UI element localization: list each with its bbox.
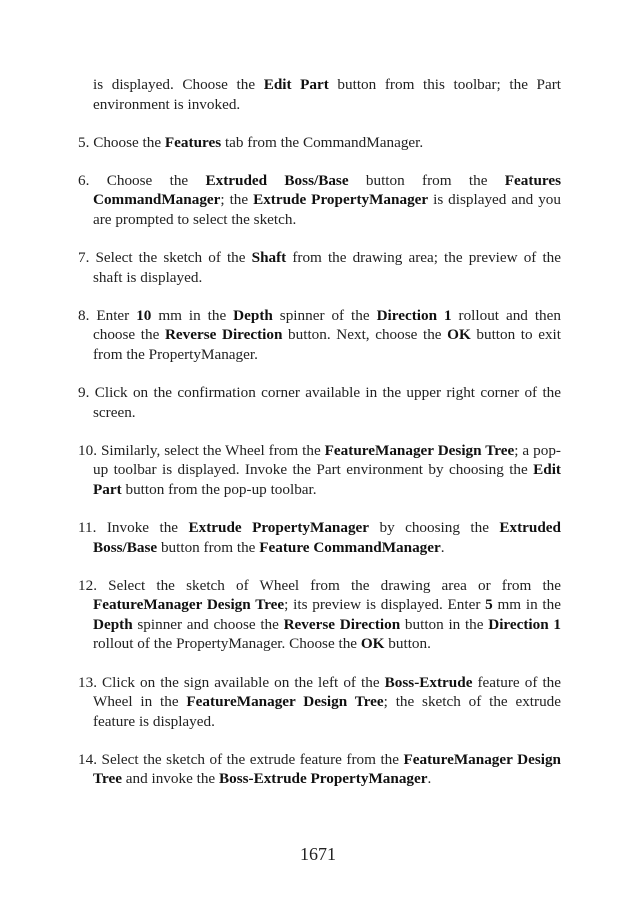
step-13 [78, 673, 561, 732]
bold-term: Extruded Boss/Base [205, 171, 349, 189]
step-9 [78, 383, 561, 422]
text-run: 8. Enter [78, 306, 137, 324]
bold-term: FeatureManager Design Tree [93, 750, 561, 788]
step-5 [78, 133, 561, 153]
bold-term: OK [360, 635, 385, 653]
text-run: 9. Click on the confirmation corner available in the upper right corner of the screen. [78, 384, 561, 421]
step-10 [78, 441, 561, 500]
text-run: 11. Invoke the [78, 519, 189, 536]
text-run: button. Next, choose the [282, 326, 448, 344]
text-run: ; the sketch of the extrude feature is displayed. [93, 693, 561, 730]
bold-term: Extrude PropertyManager [253, 191, 429, 209]
step-14 [78, 750, 561, 789]
bold-term: Extruded Boss/Base [93, 519, 561, 556]
page-number: 1671 [300, 844, 336, 864]
bold-term: Reverse Direction [164, 326, 283, 344]
step-8 [78, 306, 561, 365]
text-run: 10. Similarly, select the Wheel from the [78, 441, 325, 459]
bold-term: 10 [136, 306, 152, 324]
document-body [78, 75, 561, 808]
text-run: button from the [157, 538, 260, 556]
text-run: 12. Select the sketch of Wheel from the drawing area or from the [78, 576, 561, 594]
text-run: feature of the Wheel in the [93, 673, 561, 711]
text-run: is displayed and you are prompted to select the sketch. [93, 191, 561, 228]
text-run: 13. Click on the sign available on the left of the [78, 673, 385, 691]
bold-term: Features CommandManager [93, 171, 562, 209]
text-run: is displayed. Choose the [93, 76, 264, 93]
bold-term: 5 [485, 596, 493, 614]
bold-term: Direction 1 [376, 306, 452, 324]
bold-term: Edit Part [263, 76, 329, 93]
text-run: mm in the [492, 596, 561, 614]
bold-term: Boss-Extrude [384, 673, 473, 691]
text-run: 7. Select the sketch of the [78, 249, 252, 267]
bold-term: Shaft [251, 249, 287, 267]
step-11 [78, 518, 561, 557]
bold-term: Depth [93, 615, 133, 633]
step-12 [78, 576, 561, 654]
bold-term: Features [164, 133, 222, 151]
bold-term: Reverse Direction [283, 615, 401, 633]
text-run: . [440, 538, 445, 556]
bold-term: Extrude PropertyManager [188, 519, 370, 536]
text-run: 14. Select the sketch of the extrude feature from the [78, 750, 404, 768]
bold-term: FeatureManager Design Tree [186, 693, 384, 711]
text-run: ; its preview is displayed. Enter [284, 596, 486, 614]
text-run: ; a pop-up toolbar is displayed. Invoke the Part environment by choosing the [93, 441, 561, 479]
bold-term: FeatureManager Design Tree [93, 596, 285, 614]
step-6 [78, 171, 561, 230]
bold-term: Boss-Extrude PropertyManager [218, 770, 428, 788]
bold-term: Edit Part [93, 461, 561, 498]
text-run: button to exit from the PropertyManager. [93, 326, 561, 363]
bold-term: OK [447, 326, 471, 344]
text-run: spinner of the [272, 306, 377, 324]
text-run: button in the [400, 615, 489, 633]
text-run: mm in the [151, 306, 234, 324]
text-run: ; the [220, 191, 254, 209]
text-run: button from the pop-up toolbar. [121, 480, 317, 498]
text-run: button from the [348, 171, 505, 189]
text-run: by choosing the [369, 519, 500, 536]
step-continued [78, 75, 561, 114]
text-run: and invoke the [121, 770, 219, 788]
text-run: rollout and then choose the [93, 306, 561, 344]
bold-term: Direction 1 [488, 615, 561, 633]
step-7 [78, 248, 561, 287]
text-run: 6. Choose the [78, 171, 206, 189]
bold-term: Depth [233, 306, 273, 324]
bold-term: FeatureManager Design Tree [324, 441, 515, 459]
text-run: spinner and choose the [132, 615, 284, 633]
text-run: from the drawing area; the preview of the shaft is displayed. [93, 249, 561, 286]
text-run: button from this toolbar; the Part environment is invoked. [93, 76, 562, 113]
text-run: tab from the CommandManager. [221, 133, 424, 151]
text-run: button. [384, 635, 431, 653]
bold-term: Feature CommandManager [259, 538, 441, 556]
text-run: rollout of the PropertyManager. Choose the [93, 635, 361, 653]
text-run: 5. Choose the [78, 133, 165, 151]
text-run: . [427, 770, 432, 788]
